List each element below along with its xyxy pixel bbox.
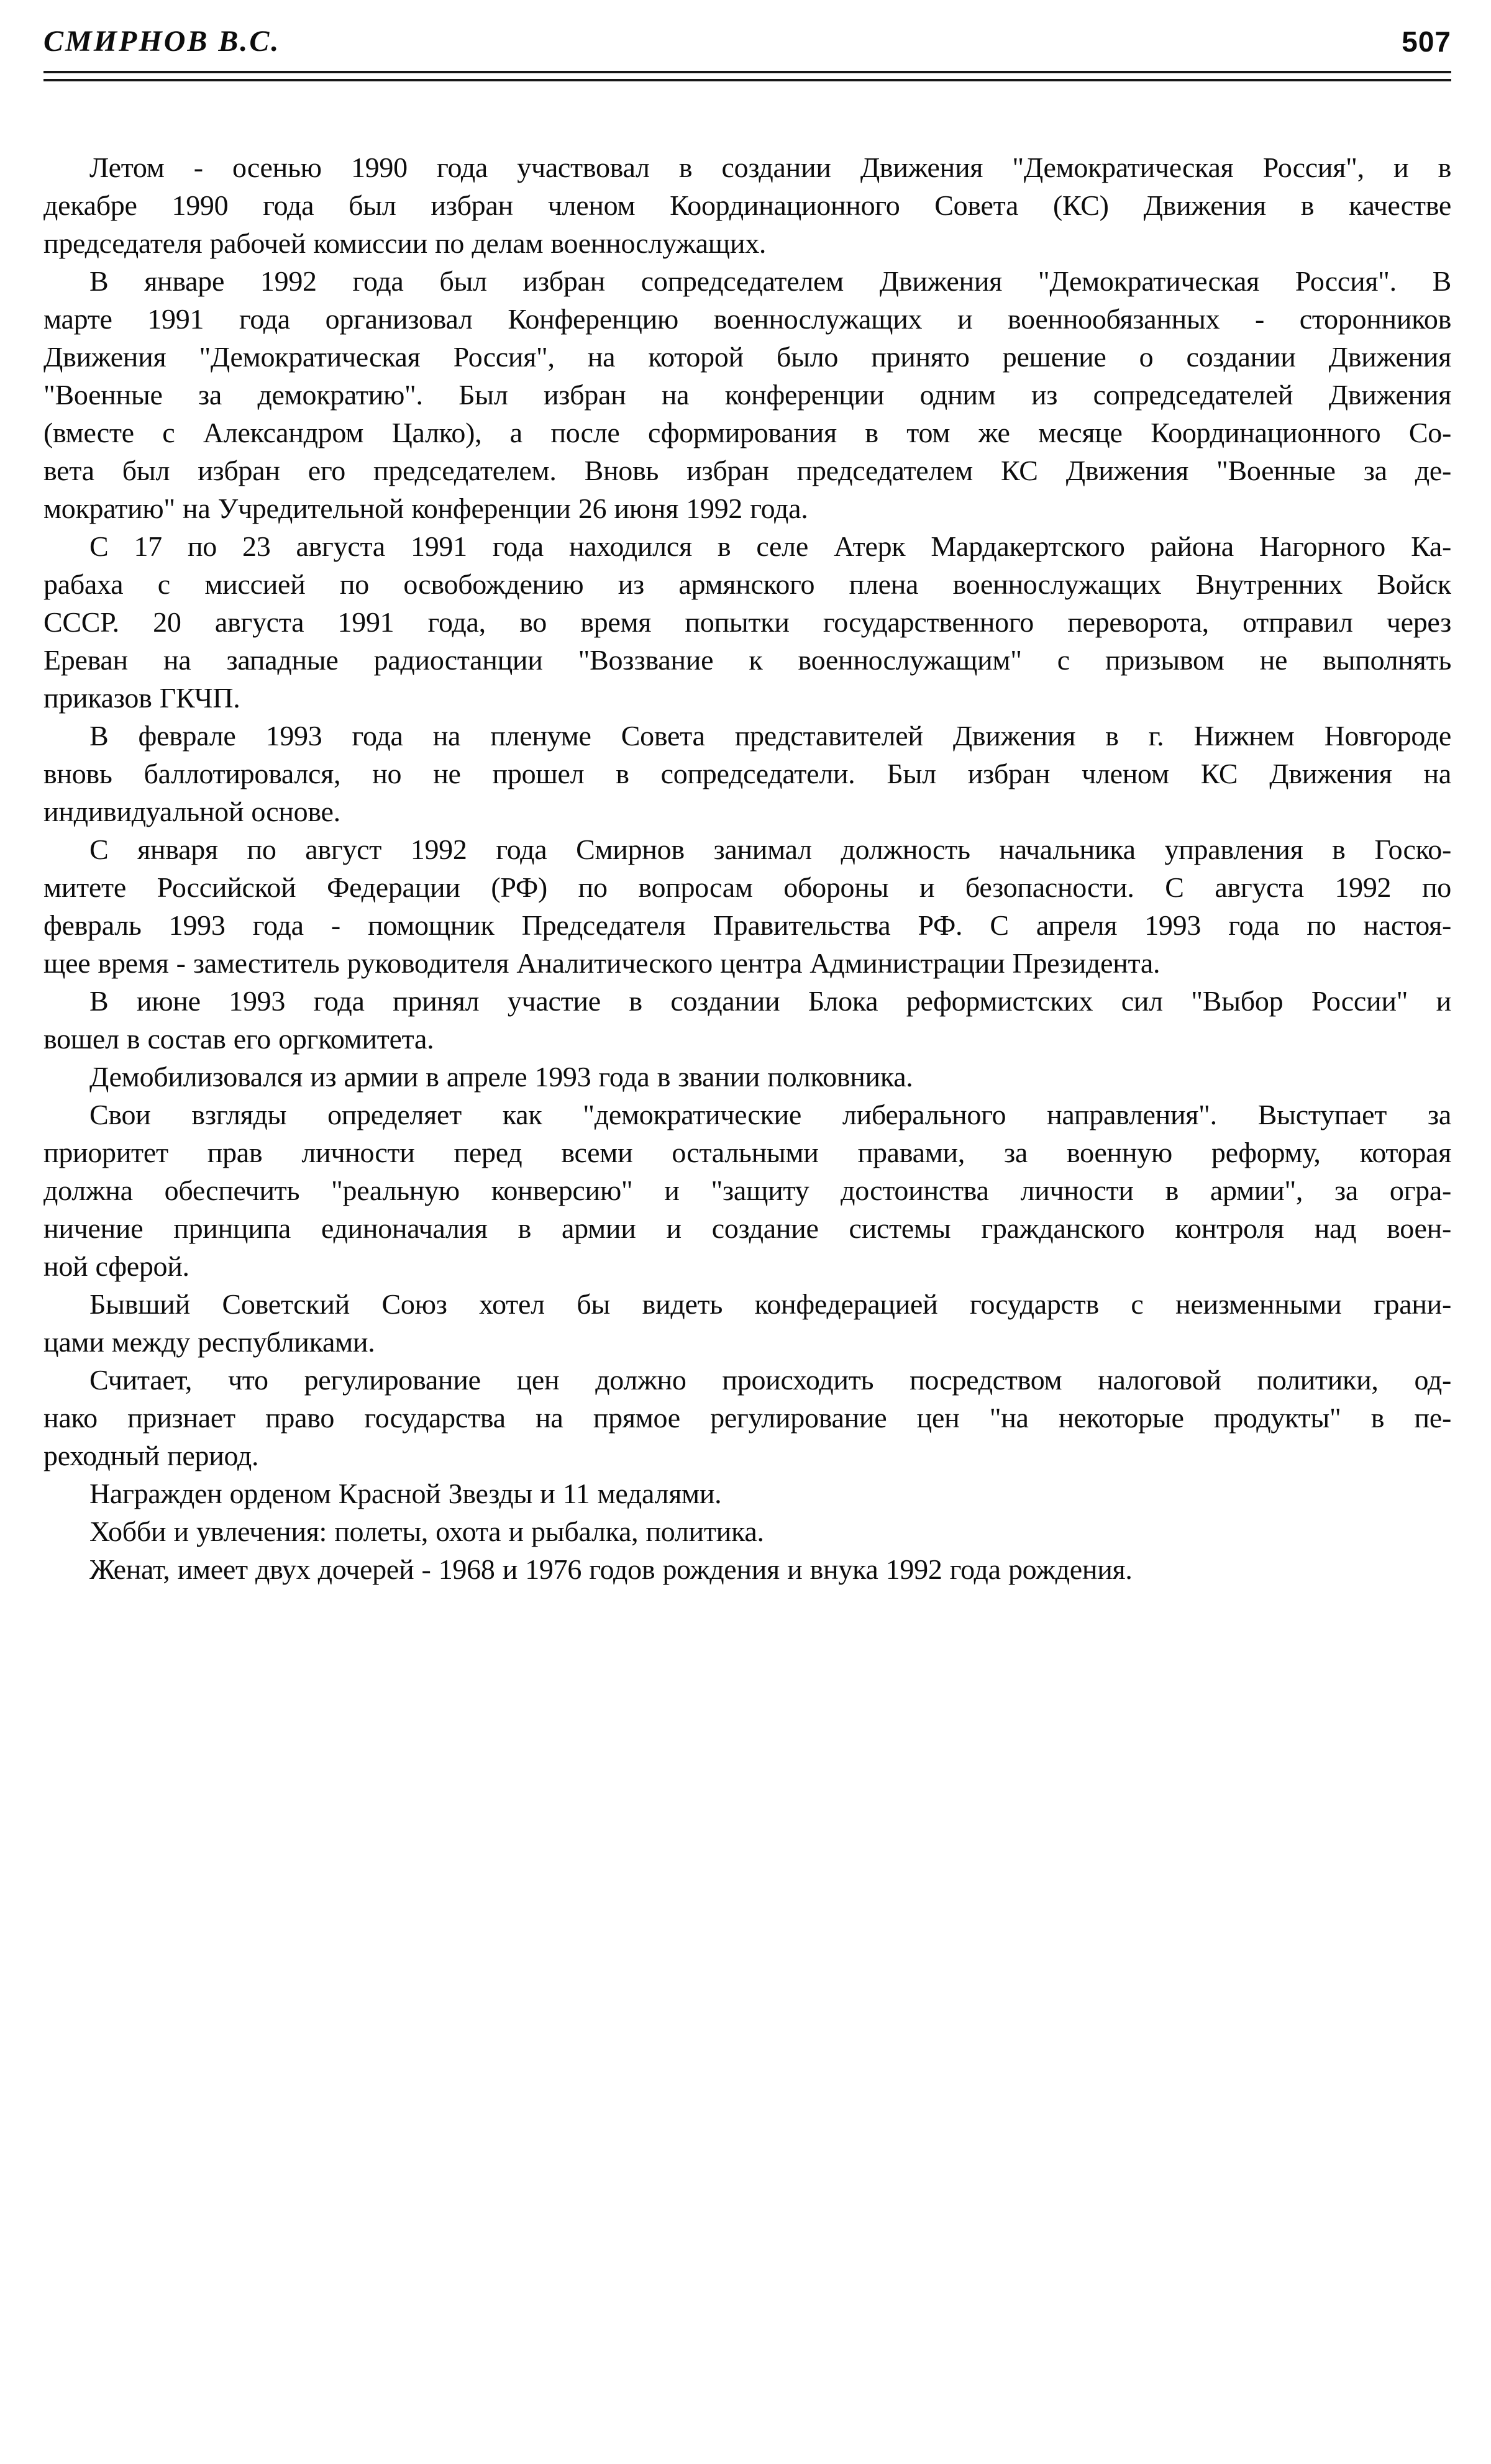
text-line: должна обеспечить "реальную конверсию" и "защиту достоинства личности в армии", за огра- bbox=[43, 1175, 1451, 1206]
page-number: 507 bbox=[1402, 25, 1451, 58]
page-header bbox=[43, 22, 1451, 61]
text-line: нако признает право государства на прямое регулирование цен "на некоторые продукты" в пе- bbox=[43, 1402, 1451, 1434]
text-line: приоритет прав личности перед всеми остальными правами, за военную реформу, которая bbox=[43, 1137, 1451, 1168]
text-line: СССР. 20 августа 1991 года, во время попытки государственного переворота, отправил через bbox=[43, 606, 1451, 638]
text-line: Ереван на западные радиостанции "Воззвание к военнослужащим" с призывом не выполнять bbox=[43, 644, 1451, 676]
text-line: Демобилизовался из армии в апреле 1993 года в звании полковника. bbox=[89, 1061, 913, 1093]
text-line: щее время - заместитель руководителя Аналитического центра Администрации Президента. bbox=[43, 947, 1160, 979]
text-line: февраль 1993 года - помощник Председателя Правительства РФ. С апреля 1993 года по настоя- bbox=[43, 909, 1451, 941]
text-line: марте 1991 года организовал Конференцию военнослужащих и военнообязанных - сторонников bbox=[43, 303, 1451, 335]
text-line: Бывший Советский Союз хотел бы видеть конфедерацией государств с неизменными грани- bbox=[89, 1288, 1451, 1320]
text-line: Движения "Демократическая Россия", на которой было принято решение о создании Движения bbox=[43, 341, 1451, 373]
text-line: В июне 1993 года принял участие в создании Блока реформистских сил "Выбор России" и bbox=[89, 985, 1451, 1017]
text-line: Считает, что регулирование цен должно происходить посредством налоговой политики, од- bbox=[89, 1364, 1451, 1396]
text-line: рабаха с миссией по освобождению из армянского плена военнослужащих Внутренних Войск bbox=[43, 568, 1451, 600]
text-line: (вместе с Александром Цалко), а после сформирования в том же месяце Координационного Со- bbox=[43, 417, 1451, 448]
text-line: цами между республиками. bbox=[43, 1326, 375, 1358]
text-line: Свои взгляды определяет как "демократические либерального направления". Выступает за bbox=[89, 1099, 1451, 1130]
text-line: декабре 1990 года был избран членом Координационного Совета (КС) Движения в качестве bbox=[43, 189, 1451, 221]
text-line: Награжден орденом Красной Звезды и 11 медалями. bbox=[89, 1478, 722, 1509]
text-line: вета был избран его председателем. Вновь избран председателем КС Движения "Военные за де- bbox=[43, 455, 1451, 486]
text-line: мократию" на Учредительной конференции 26 июня 1992 года. bbox=[43, 493, 808, 524]
text-line: митете Российской Федерации (РФ) по вопросам обороны и безопасности. С августа 1992 по bbox=[43, 871, 1451, 903]
text-line: Женат, имеет двух дочерей - 1968 и 1976 годов рождения и внука 1992 года рождения. bbox=[89, 1553, 1133, 1585]
text-line: индивидуальной основе. bbox=[43, 796, 340, 827]
text-line: Летом - осенью 1990 года участвовал в создании Движения "Демократическая Россия", и в bbox=[89, 152, 1451, 183]
text-line: С января по август 1992 года Смирнов занимал должность начальника управления в Госко- bbox=[89, 834, 1451, 865]
header-divider-rule bbox=[43, 71, 1451, 81]
biography-text bbox=[43, 148, 1451, 1588]
text-line: ной сферой. bbox=[43, 1250, 189, 1282]
text-line: вновь баллотировался, но не прошел в сопредседатели. Был избран членом КС Движения на bbox=[43, 758, 1451, 789]
text-line: В феврале 1993 года на пленуме Совета представителей Движения в г. Нижнем Новгороде bbox=[89, 720, 1451, 752]
text-line: приказов ГКЧП. bbox=[43, 682, 240, 714]
text-line: С 17 по 23 августа 1991 года находился в селе Атерк Мардакертского района Нагорного Ка- bbox=[89, 530, 1451, 562]
text-line: "Военные за демократию". Был избран на конференции одним из сопредседателей Движения bbox=[43, 379, 1451, 411]
text-line: реходный период. bbox=[43, 1440, 259, 1471]
text-line: председателя рабочей комиссии по делам военнослужащих. bbox=[43, 227, 767, 259]
text-line: ничение принципа единоначалия в армии и создание системы гражданского контроля над воен- bbox=[43, 1212, 1451, 1244]
text-line: В январе 1992 года был избран сопредседателем Движения "Демократическая Россия". В bbox=[89, 265, 1451, 297]
running-head-title: СМИРНОВ В.С. bbox=[43, 25, 281, 58]
text-line: вошел в состав его оргкомитета. bbox=[43, 1023, 434, 1055]
text-line: Хобби и увлечения: полеты, охота и рыбалка, политика. bbox=[89, 1516, 764, 1547]
